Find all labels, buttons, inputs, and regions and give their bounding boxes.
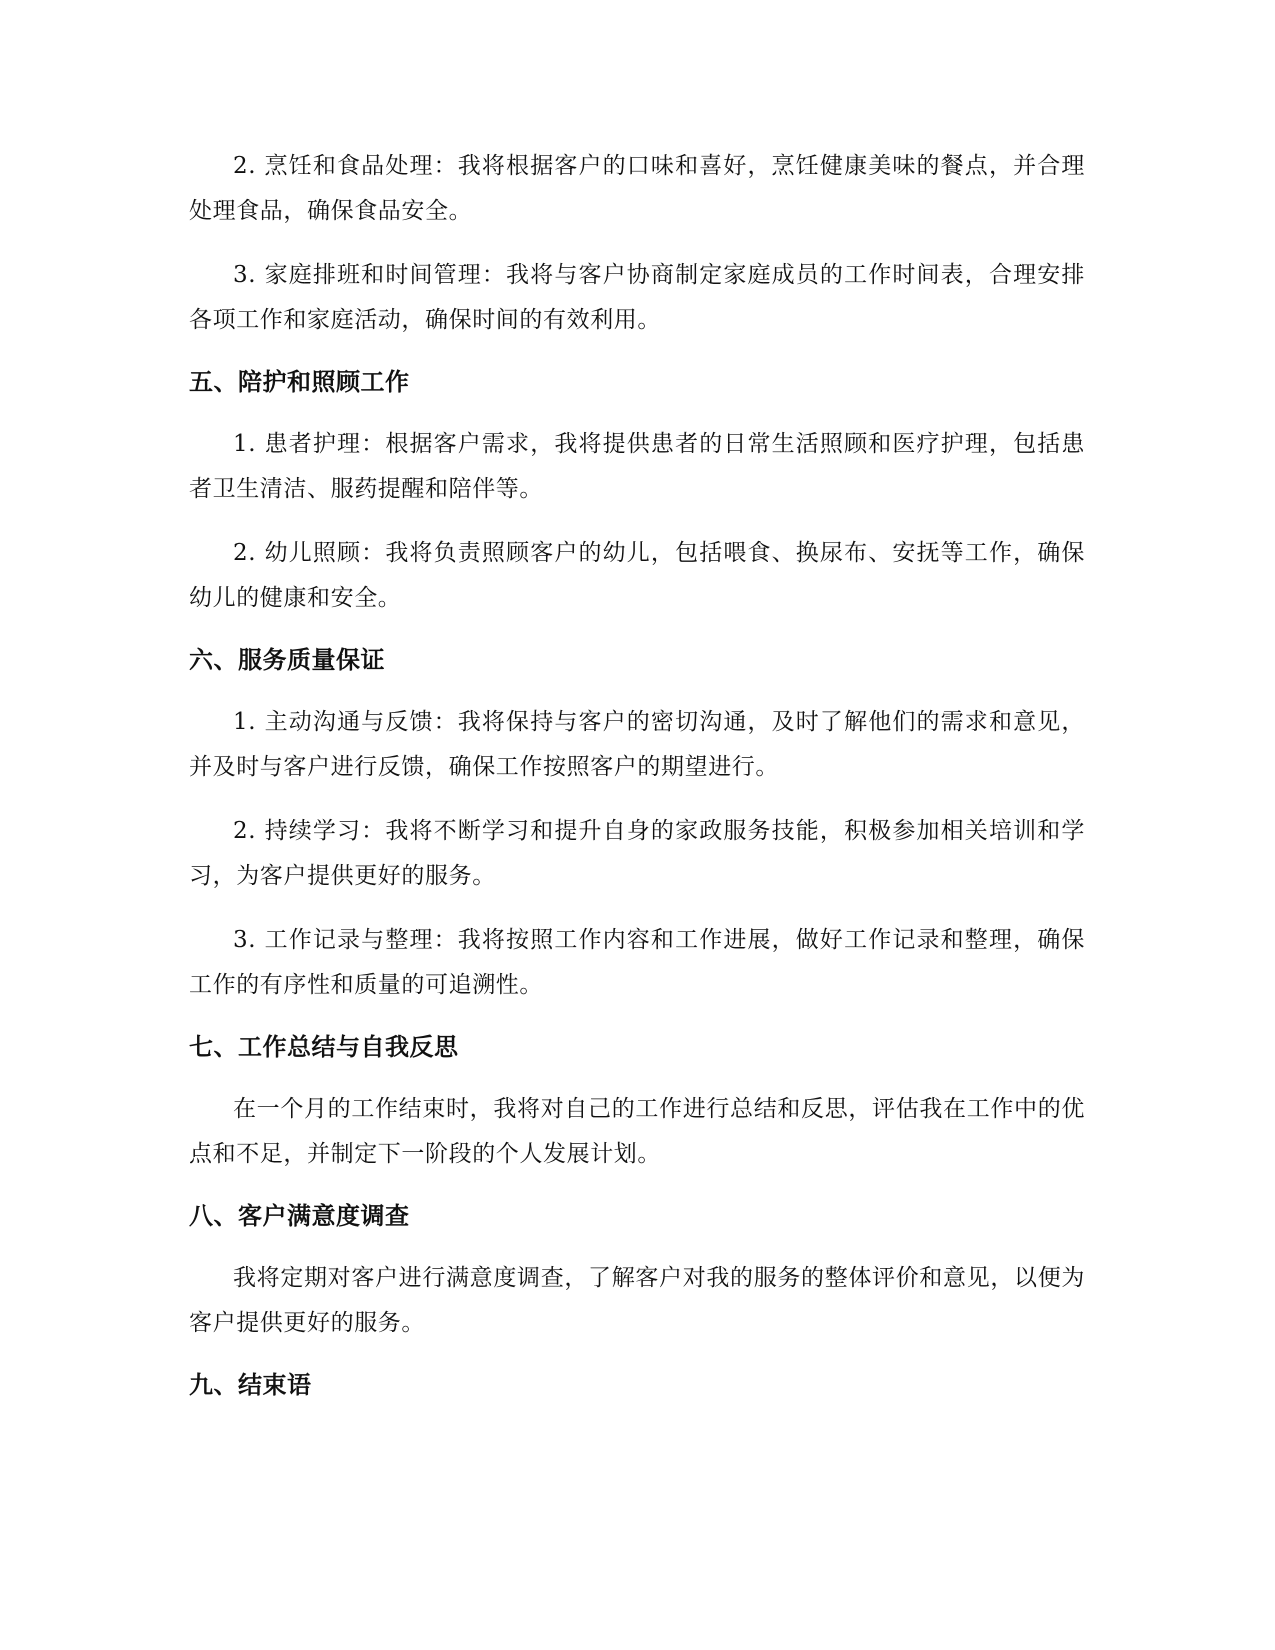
- paragraph-cooking: 2. 烹饪和食品处理：我将根据客户的口味和喜好，烹饪健康美味的餐点，并合理处理食品，确保食品安全。: [189, 153, 1085, 224]
- paragraph-summary: 在一个月的工作结束时，我将对自己的工作进行总结和反思，评估我在工作中的优点和不足，并制定下一阶段的个人发展计划。: [189, 1096, 1085, 1167]
- paragraph-learning: 2. 持续学习：我将不断学习和提升自身的家政服务技能，积极参加相关培训和学习，为客户提供更好的服务。: [189, 818, 1085, 889]
- paragraph-scheduling: 3. 家庭排班和时间管理：我将与客户协商制定家庭成员的工作时间表，合理安排各项工作和家庭活动，确保时间的有效利用。: [189, 262, 1085, 333]
- section-heading-conclusion: 九、结束语: [189, 1371, 312, 1399]
- section-heading-care: 五、陪护和照顾工作: [189, 368, 410, 396]
- section-heading-quality: 六、服务质量保证: [189, 646, 385, 674]
- paragraph-child-care: 2. 幼儿照顾：我将负责照顾客户的幼儿，包括喂食、换尿布、安抚等工作，确保幼儿的健康和安全。: [189, 540, 1085, 611]
- section-heading-survey: 八、客户满意度调查: [189, 1202, 410, 1230]
- paragraph-patient-care: 1. 患者护理：根据客户需求，我将提供患者的日常生活照顾和医疗护理，包括患者卫生清洁、服药提醒和陪伴等。: [189, 431, 1085, 502]
- document-body: [189, 144, 1085, 1425]
- paragraph-records: 3. 工作记录与整理：我将按照工作内容和工作进展，做好工作记录和整理，确保工作的有序性和质量的可追溯性。: [189, 927, 1085, 998]
- paragraph-survey: 我将定期对客户进行满意度调查，了解客户对我的服务的整体评价和意见，以便为客户提供更好的服务。: [189, 1265, 1085, 1336]
- paragraph-communication: 1. 主动沟通与反馈：我将保持与客户的密切沟通，及时了解他们的需求和意见，并及时与客户进行反馈，确保工作按照客户的期望进行。: [189, 709, 1085, 780]
- section-heading-summary: 七、工作总结与自我反思: [189, 1033, 459, 1061]
